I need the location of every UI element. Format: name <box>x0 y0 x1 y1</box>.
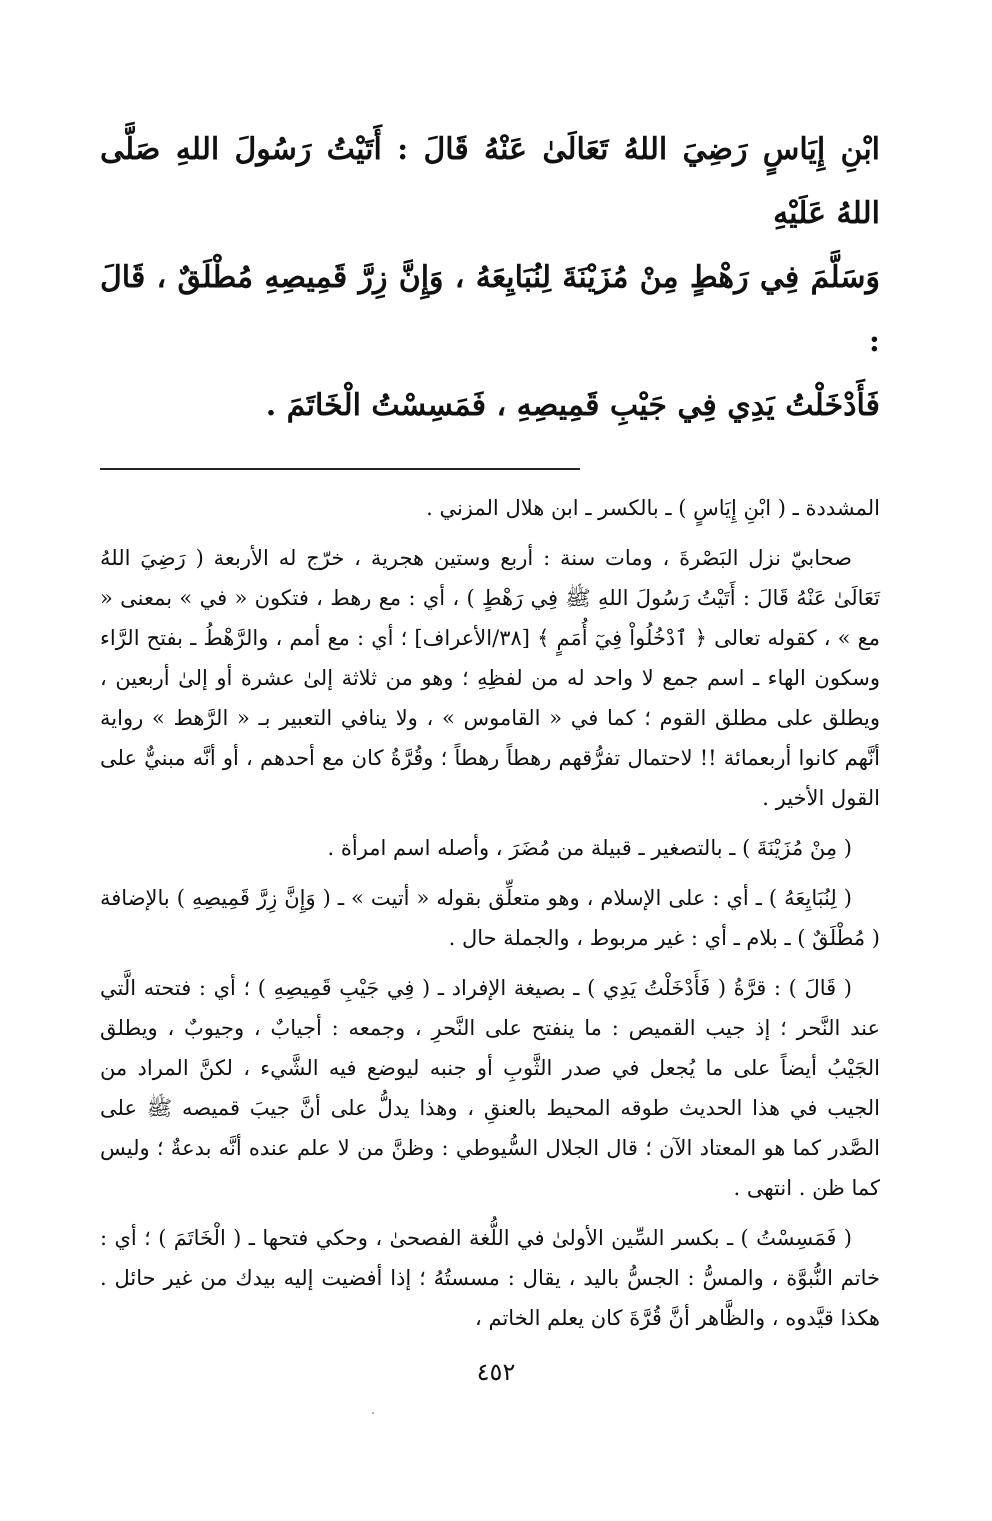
commentary <box>100 488 880 1338</box>
commentary-paragraph-3: ( مِنْ مُزَيْنَةَ ) ـ بالتصغير ـ قبيلة من مُضَرَ ، وأصله اسم امرأة . <box>327 836 852 860</box>
commentary-paragraph-6: ( فَمَسِسْتُ ) ـ بكسر السِّين الأولىٰ في اللُّغة الفصحىٰ ، وحكي فتحها ـ ( الْخَاتَمَ ) ؛ أي : خاتم النُّبوَّة ، والمسُّ : الجسُّ باليد ، يقال : مسستُهُ ؛ إذا أفضيت إليه بيدك من غير حائل . هكذا قيَّدوه ، والظَّاهر أنَّ قُرَّةَ كان يعلم الخاتم ، <box>100 1226 880 1330</box>
hadith-line-2: وَسَلَّمَ فِي رَهْطٍ مِنْ مُزَيْنَةَ لِنُبَايِعَهُ ، وَإِنَّ زِرَّ قَمِيصِهِ مُطْلَقٌ ، قَالَ : <box>100 260 880 359</box>
hadith-line-3: فَأَدْخَلْتُ يَدِي فِي جَيْبِ قَمِيصِهِ ، فَمَسِسْتُ الْخَاتَمَ . <box>265 388 880 423</box>
page-content <box>100 118 880 1348</box>
commentary-paragraph-4: ( لِنُبَايِعَهُ ) ـ أي : على الإسلام ، وهو متعلِّق بقوله « أتيت » ـ ( وَإِنَّ زِرَّ قَمِيصِهِ ) بالإضافة ( مُطْلَقٌ ) ـ بلام ـ أي : غير مربوط ، والجملة حال . <box>100 886 880 950</box>
footnote-separator <box>100 468 580 470</box>
scan-speck <box>372 1412 374 1414</box>
commentary-paragraph-5: ( قَالَ ) : قرَّةُ ( فَأَدْخَلْتُ يَدِي ) ـ بصيغة الإفراد ـ ( فِي جَيْبِ قَمِيصِهِ ) ؛ أي : فتحته الَّتي عند النَّحر ؛ إذ جيب القميص : ما ينفتح على النَّحرِ ، وجمعه : أجيابٌ ، وجيوبٌ ، ويطلق الجَيْبُ أيضاً على ما يُجعل في صدر الثَّوبِ أو جنبه ليوضع فيه الشَّيء ، لكنَّ المراد من الجيب في هذا الحديث طوقه المحيط بالعنقِ ، وهذا يدلُّ على أنَّ جيبَ قميصه ﷺ على الصَّدر كما هو المعتاد الآن ؛ قال الجلال السُّيوطي : وظنَّ من لا علم عنده أنَّه بدعةٌ ؛ وليس كما ظن . انتهى . <box>100 976 880 1200</box>
page-number: ٤٥٢ <box>476 1358 516 1386</box>
hadith-text <box>100 118 880 438</box>
commentary-paragraph-1: المشددة ـ ( ابْنِ إِيَاسٍ ) ـ بالكسر ـ ابن هلال المزني . <box>426 496 880 520</box>
hadith-line-1: ابْنِ إِيَاسٍ رَضِيَ اللهُ تَعَالَىٰ عَنْهُ قَالَ : أَتَيْتُ رَسُولَ اللهِ صَلَّى اللهُ عَلَيْهِ <box>100 132 880 231</box>
commentary-paragraph-2: صحابيّ نزل البَصْرةَ ، ومات سنة : أربع وستين هجرية ، خرّج له الأربعة ( رَضِيَ اللهُ تَعَالَىٰ عَنْهُ قَالَ : أَتَيْتُ رَسُولَ اللهِ ﷺ فِي رَهْطٍ ) ، أي : مع رهط ، فتكون « في » بمعنى « مع » ، كقوله تعالى ﴿ ٱدْخُلُواْ فِيٓ أُمَمٍ ﴾ [٣٨/الأعراف] ؛ أي : مع أمم ، والرَّهْطُ ـ بفتح الرَّاء وسكون الهاء ـ اسم جمع لا واحد له من لفظِهِ ؛ وهو من ثلاثة إلىٰ عشرة أو إلىٰ أربعين ، ويطلق على مطلق القوم ؛ كما في « القاموس » ، ولا ينافي التعبير بـ « الرَّهط » رواية أنَّهم كانوا أربعمائة !! لاحتمال تفرُّقهم رهطاً رهطاً ؛ وقُرَّةُ كان مع أحدهم ، أو أنَّه مبنيٌّ على القول الأخير . <box>100 546 880 810</box>
